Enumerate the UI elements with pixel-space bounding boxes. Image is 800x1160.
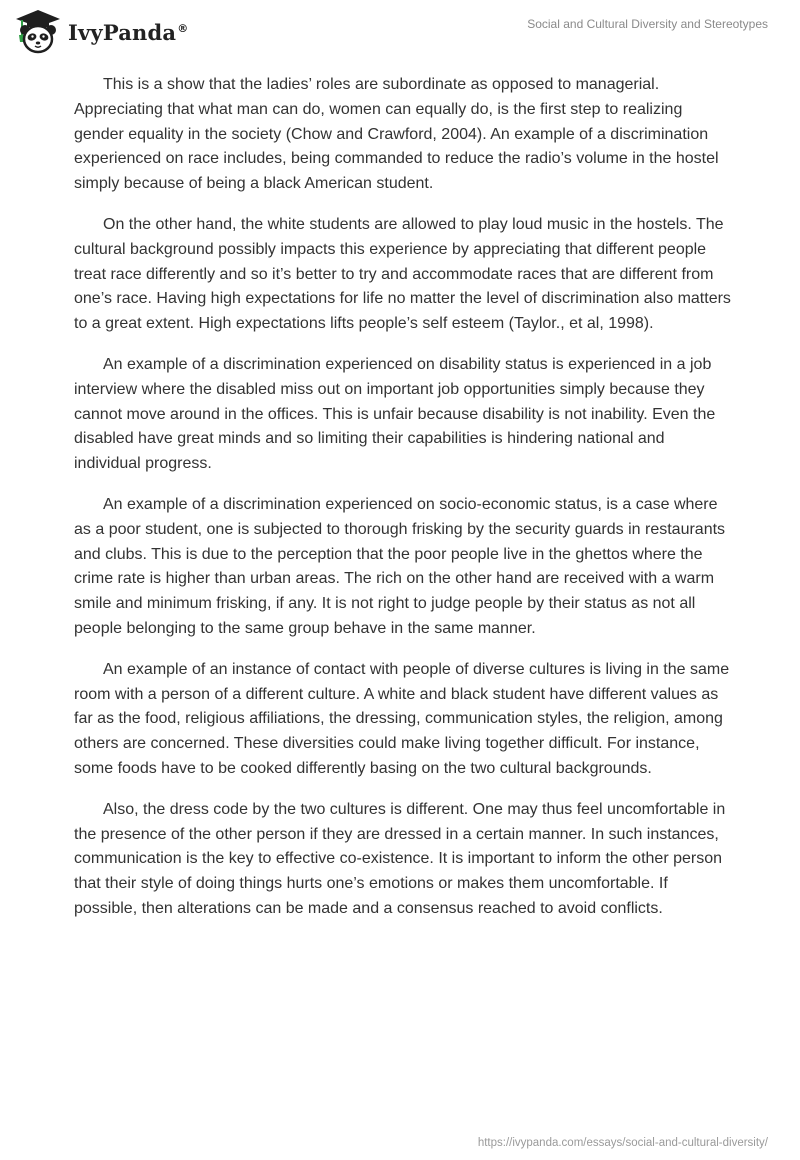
paragraph: An example of a discrimination experienced on socio-economic status, is a case where as a poor student, one is subjected to thorough frisking by the security guards in restaurants and clubs. This is due to the perception that the poor people live in the ghettos where the crime rate is higher than urban areas. The rich on the other hand are received with a warm smile and minimum frisking, if any. It is not right to judge people by their status as not all people belonging to the same group behave in the same manner. (74, 495, 726, 637)
registered-mark: ® (177, 21, 189, 35)
paragraph: This is a show that the ladies’ roles are subordinate as opposed to managerial. Appreciating that what man can do, women can equally do, is the first step to realizing gender equality in the society (Chow and Crawford, 2004). An example of a discrimination experienced on race includes, being commanded to reduce the radio’s volume in the hostel simply because of being a black American student. (74, 76, 719, 193)
paragraph: On the other hand, the white students are allowed to play loud music in the hostels. The cultural background possibly impacts this experience by appreciating that different people treat race differently and so it’s better to try and accommodate races that are different from one’s race. Having high expectations for life no matter the level of discrimination also matters to a great extent. High expectations lifts people’s self esteem (Taylor., et al, 1998). (74, 215, 731, 333)
paragraph: An example of a discrimination experienced on disability status is experienced in a job interview where the disabled miss out on important job opportunities simply because they cannot move around in the offices. This is unfair because disability is not inability. Even the disabled have great minds and so limiting their capabilities is hindering national and individual progress. (74, 355, 716, 473)
document-title: Social and Cultural Diversity and Stereotypes (527, 17, 768, 31)
panda-graduate-icon (14, 9, 62, 55)
brand-name: IvyPanda® (68, 19, 189, 45)
source-url[interactable]: https://ivypanda.com/essays/social-and-cultural-diversity/ (477, 1137, 768, 1149)
brand-logo[interactable] (14, 9, 188, 55)
paragraph: Also, the dress code by the two cultures is different. One may thus feel uncomfortable in the presence of the other person if they are dressed in a certain manner. In such instances, communication is the key to effective co-existence. It is important to inform the other person that their style of doing things hurts one’s emotions or makes them uncomfortable. If possible, then alterations can be made and a consensus reached to avoid conflicts. (74, 800, 726, 917)
page-header (0, 0, 800, 60)
paragraph: An example of an instance of contact with people of diverse cultures is living in the same room with a person of a different culture. A white and black student have different values as far as the food, religious affiliations, the dressing, communication styles, the religion, among others are concerned. These diversities could make living together difficult. For instance, some foods have to be cooked differently basing on the two cultural backgrounds. (74, 660, 730, 777)
essay-body (74, 73, 734, 938)
